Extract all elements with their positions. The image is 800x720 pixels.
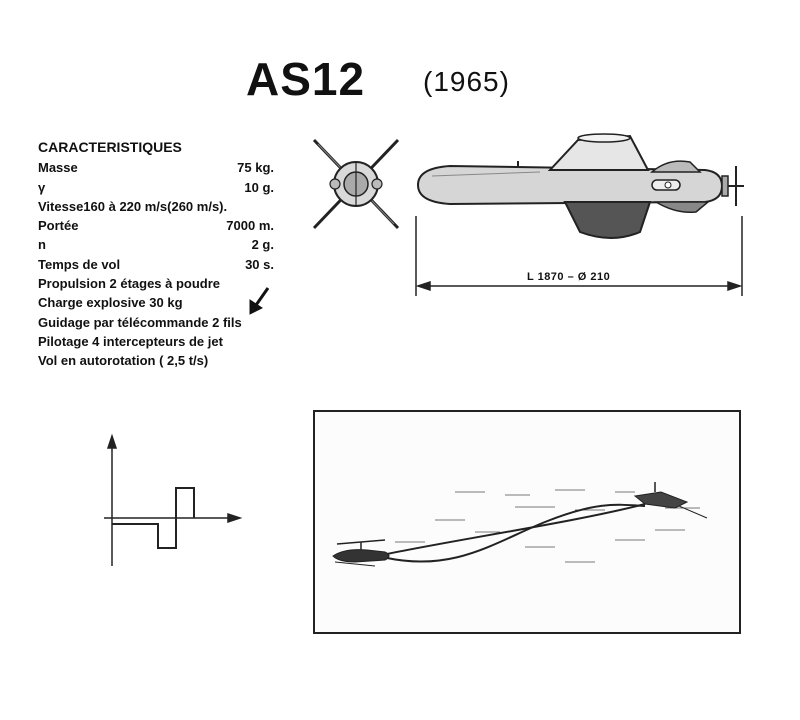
spec-label: Portée — [38, 218, 79, 234]
missile-front-view — [314, 140, 398, 228]
helicopter — [333, 540, 389, 566]
spec-line-guidance: Guidage par télécommande 2 fils — [38, 314, 242, 330]
spec-line-warhead: Charge explosive 30 kg — [38, 295, 183, 311]
spec-value: 2 g. — [251, 237, 274, 253]
spec-label: γ — [38, 179, 46, 195]
spec-value: 7000 m. — [226, 218, 274, 234]
spec-value: 30 s. — [245, 256, 274, 272]
dimension-label: L 1870 – Ø 210 — [524, 271, 613, 283]
spec-label: n — [38, 237, 46, 253]
control-signal-graph — [104, 436, 240, 566]
spec-line-autorotation: Vol en autorotation ( 2,5 t/s) — [38, 353, 209, 369]
spec-line-control: Pilotage 4 intercepteurs de jet — [38, 333, 223, 349]
spec-label: Masse — [38, 160, 78, 176]
page-title: AS12 — [246, 53, 366, 105]
spec-label: Vitesse160 à 220 m/s(260 m/s). — [38, 198, 228, 214]
pointer-arrow — [250, 288, 268, 314]
spec-value: 10 g. — [244, 179, 274, 195]
engagement-illustration — [313, 410, 741, 634]
engagement-scene — [315, 412, 739, 632]
year-label: (1965) — [423, 66, 510, 97]
characteristics-heading: CARACTERISTIQUES — [38, 139, 182, 155]
target-ship — [635, 482, 707, 518]
spec-line-propulsion: Propulsion 2 étages à poudre — [38, 276, 221, 292]
spec-value: 75 kg. — [237, 160, 274, 176]
missile-side-view — [418, 134, 744, 238]
wire-trajectories — [387, 504, 645, 562]
spec-label: Temps de vol — [38, 256, 121, 272]
